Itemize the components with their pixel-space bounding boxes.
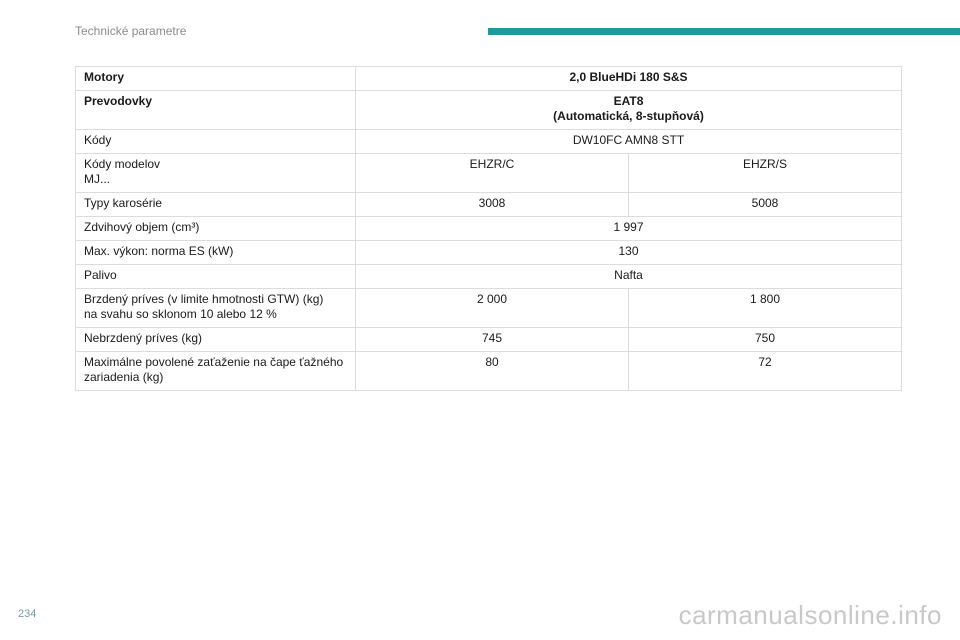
row-label: Kódy — [76, 130, 356, 154]
row-value: EHZR/C — [356, 154, 629, 193]
row-value: 72 — [629, 352, 902, 391]
row-value: 80 — [356, 352, 629, 391]
table-row — [76, 193, 902, 217]
row-value: 3008 — [356, 193, 629, 217]
row-value: 5008 — [629, 193, 902, 217]
row-label: Motory — [76, 67, 356, 91]
specifications-table — [75, 66, 902, 391]
page-header-title: Technické parametre — [75, 24, 187, 38]
braked-label-1: Brzdený príves (v limite hmotnosti GTW) (kg) — [84, 292, 324, 306]
gearbox-line-2: (Automatická, 8-stupňová) — [553, 109, 704, 123]
table-row — [76, 241, 902, 265]
table-row — [76, 265, 902, 289]
watermark: carmanualsonline.info — [678, 600, 942, 630]
row-label: Nebrzdený príves (kg) — [76, 328, 356, 352]
row-value — [356, 91, 902, 130]
table-row — [76, 352, 902, 391]
row-value: 1 800 — [629, 289, 902, 328]
row-value: 750 — [629, 328, 902, 352]
table-row — [76, 289, 902, 328]
towball-label-1: Maximálne povolené zaťaženie na čape ťažného — [84, 355, 344, 369]
table-row — [76, 154, 902, 193]
row-label: Zdvihový objem (cm³) — [76, 217, 356, 241]
model-codes-label-2: MJ... — [84, 172, 110, 186]
braked-label-2: na svahu so sklonom 10 alebo 12 % — [84, 307, 277, 321]
row-label: Palivo — [76, 265, 356, 289]
row-value: 1 997 — [356, 217, 902, 241]
row-label — [76, 154, 356, 193]
header-accent-bar — [488, 28, 960, 35]
row-value: 2 000 — [356, 289, 629, 328]
page-number: 234 — [18, 608, 37, 620]
table-row — [76, 328, 902, 352]
row-label: Prevodovky — [76, 91, 356, 130]
row-value: DW10FC AMN8 STT — [356, 130, 902, 154]
row-value: Nafta — [356, 265, 902, 289]
row-value: 130 — [356, 241, 902, 265]
table-row — [76, 217, 902, 241]
towball-label-2: zariadenia (kg) — [84, 370, 164, 384]
table-row — [76, 91, 902, 130]
row-label — [76, 289, 356, 328]
gearbox-line-1: EAT8 — [613, 94, 644, 108]
row-label: Typy karosérie — [76, 193, 356, 217]
table-row — [76, 67, 902, 91]
row-label: Max. výkon: norma ES (kW) — [76, 241, 356, 265]
row-label — [76, 352, 356, 391]
row-value: EHZR/S — [629, 154, 902, 193]
model-codes-label-1: Kódy modelov — [84, 157, 161, 171]
row-value: 2,0 BlueHDi 180 S&S — [356, 67, 902, 91]
table-row — [76, 130, 902, 154]
row-value: 745 — [356, 328, 629, 352]
